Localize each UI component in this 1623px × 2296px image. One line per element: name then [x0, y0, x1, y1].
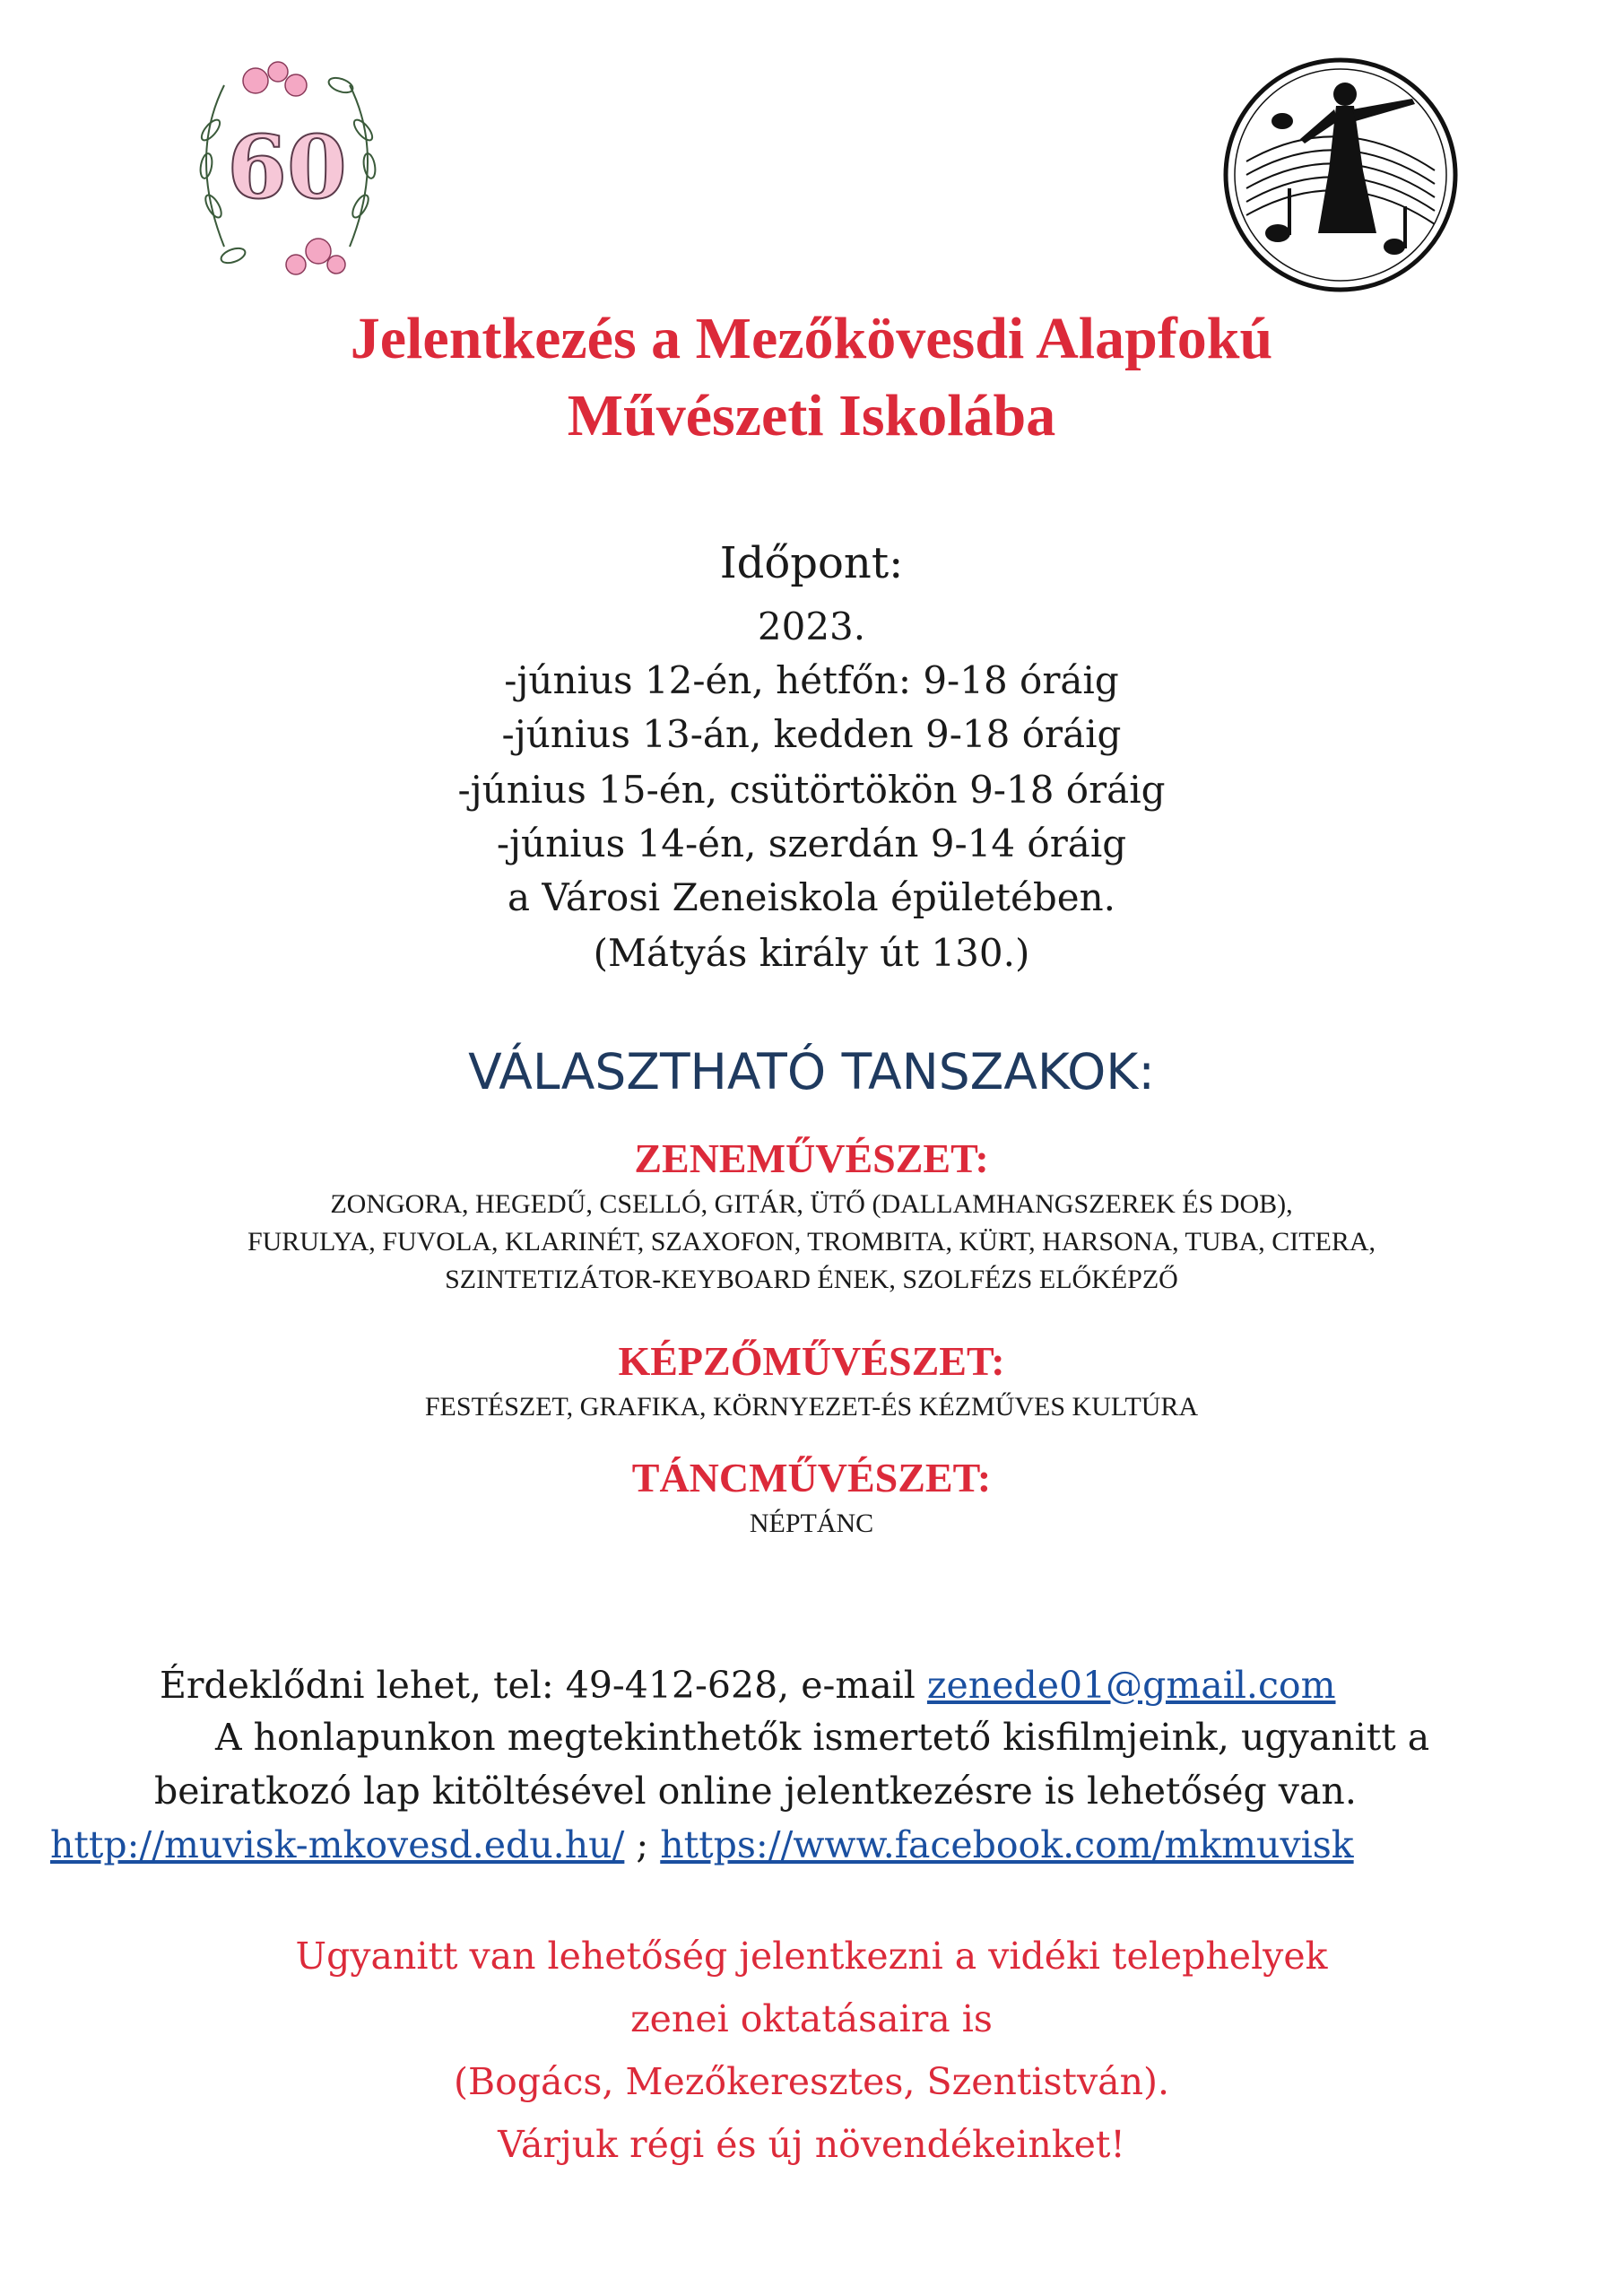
contact-info-line: beiratkozó lap kitöltésével online jelentkezésre is lehetőség van. — [154, 1770, 1357, 1813]
website-link[interactable]: http://muvisk-mkovesd.edu.hu/ — [50, 1823, 625, 1866]
closing-locations: (Bogács, Mezőkeresztes, Szentistván). — [453, 2060, 1170, 2103]
page-title-line-1: Jelentkezés a Mezőkövesdi Alapfokú — [350, 306, 1273, 371]
dance-department-title: TÁNCMŰVÉSZET: — [631, 1455, 992, 1500]
schedule-label: Időpont: — [719, 538, 904, 588]
visual-arts-department-items: FESTÉSZET, GRAFIKA, KÖRNYEZET-ÉS KÉZMŰVES KULTÚRA — [424, 1392, 1199, 1422]
closing-line: Ugyanitt van lehetőség jelentkezni a vidéki telephelyek — [295, 1935, 1328, 1978]
contact-prefix: Érdeklődni lehet, tel: 49-412-628, e-mail — [160, 1664, 927, 1707]
departments-heading: VÁLASZTHATÓ TANSZAKOK: — [468, 1043, 1155, 1100]
link-separator: ; — [624, 1823, 661, 1866]
schedule-line: -június 15-én, csütörtökön 9-18 óráig — [457, 768, 1166, 812]
schedule-line: -június 14-én, szerdán 9-14 óráig — [496, 822, 1127, 865]
schedule-year: 2023. — [757, 604, 866, 648]
closing-welcome: Várjuk régi és új növendékeinket! — [498, 2123, 1125, 2166]
contact-line — [160, 1661, 1505, 1709]
schedule-address: (Mátyás király út 130.) — [593, 931, 1030, 975]
dance-department-items: NÉPTÁNC — [749, 1509, 874, 1538]
schedule-line: -június 12-én, hétfőn: 9-18 óráig — [504, 658, 1119, 702]
svg-text:60: 60 — [227, 117, 347, 218]
music-department-line: SZINTETIZÁTOR-KEYBOARD ÉNEK, SZOLFÉZS ELŐKÉPZŐ — [445, 1265, 1178, 1294]
music-department-line: ZONGORA, HEGEDŰ, CSELLÓ, GITÁR, ÜTŐ (DALLAMHANGSZEREK ÉS DOB), — [330, 1189, 1293, 1219]
music-department-line: FURULYA, FUVOLA, KLARINÉT, SZAXOFON, TROMBITA, KÜRT, HARSONA, TUBA, CITERA, — [247, 1227, 1376, 1257]
schedule-line: -június 13-án, kedden 9-18 óráig — [501, 712, 1122, 756]
music-department-title: ZENEMŰVÉSZET: — [634, 1135, 989, 1181]
anniversary-60-logo — [170, 49, 404, 291]
closing-line: zenei oktatásaira is — [630, 1997, 993, 2040]
web-links-line — [50, 1821, 1610, 1869]
contact-info-line: A honlapunkon megtekinthetők ismertető kisfilmjeink, ugyanitt a — [215, 1716, 1430, 1759]
schedule-location: a Városi Zeneiskola épületében. — [507, 875, 1116, 919]
dancer-music-emblem-icon — [1219, 54, 1462, 296]
visual-arts-department-title: KÉPZŐMŰVÉSZET: — [618, 1338, 1005, 1384]
facebook-link[interactable]: https://www.facebook.com/mkmuvisk — [660, 1823, 1354, 1866]
email-link[interactable]: zenede01@gmail.com — [926, 1664, 1336, 1707]
page-title-line-2: Művészeti Iskolába — [567, 383, 1056, 448]
